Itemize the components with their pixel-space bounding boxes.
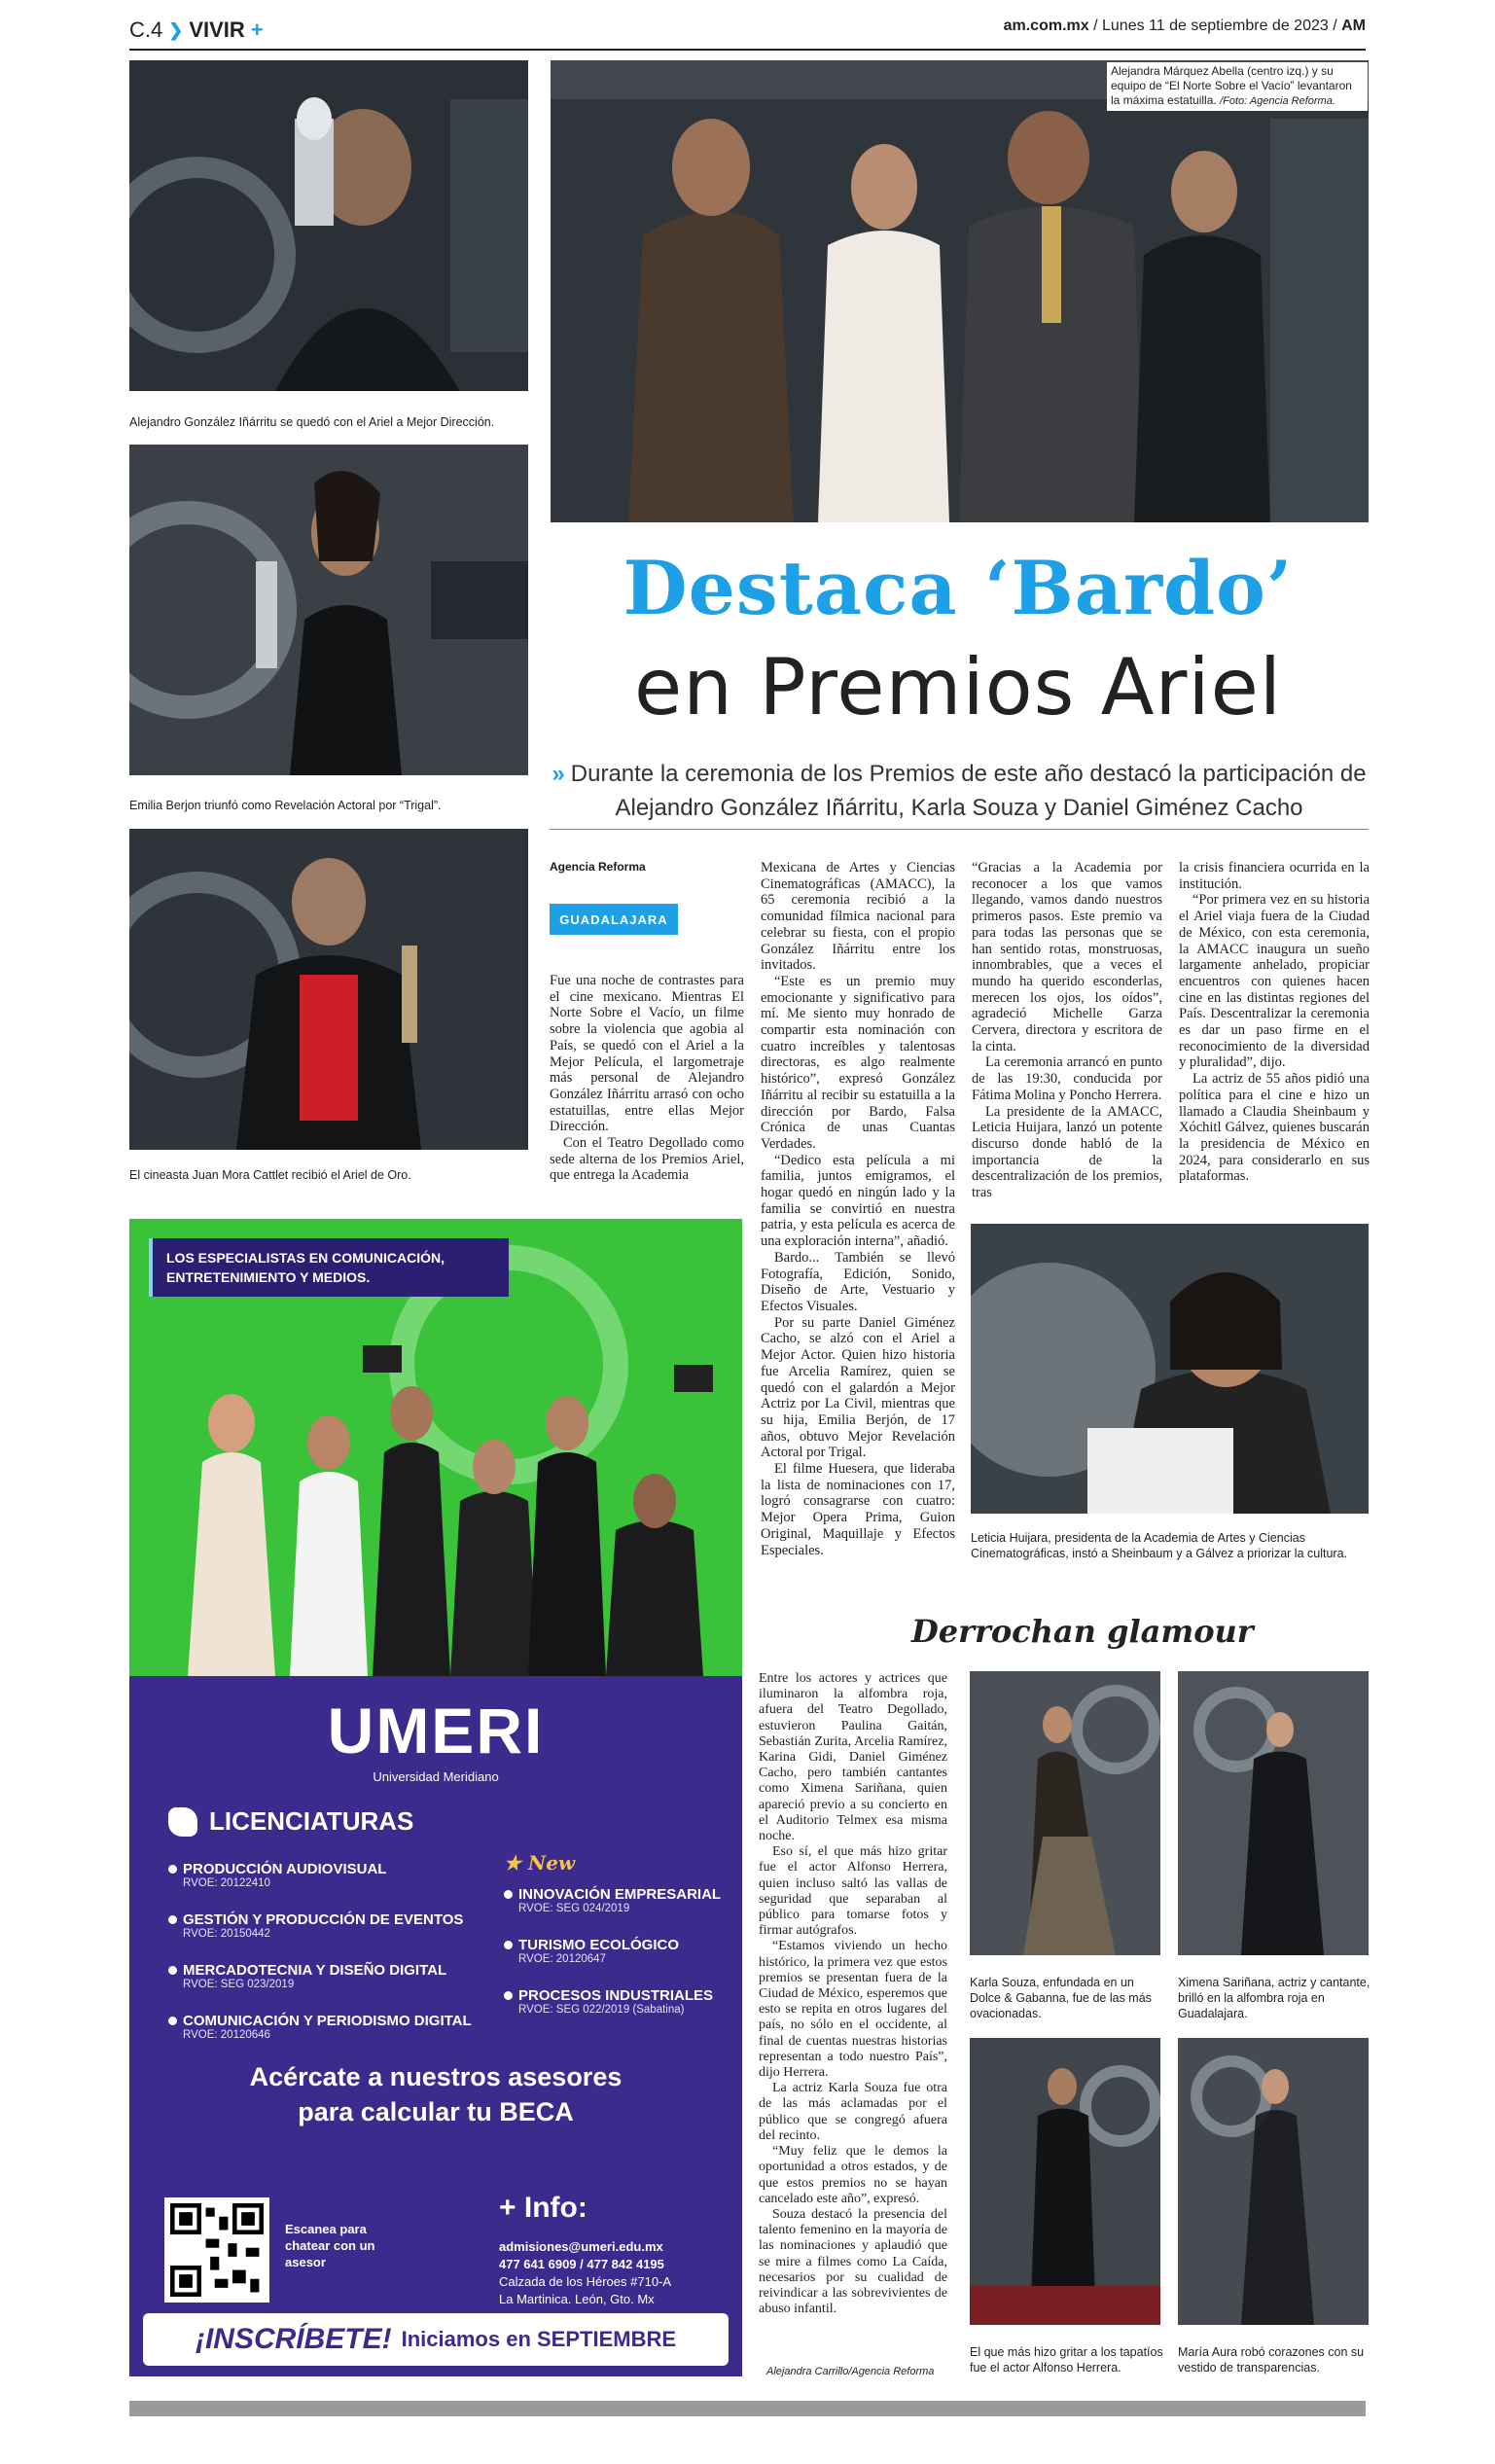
byline: Agencia Reforma xyxy=(550,860,646,874)
paragraph: Souza destacó la presencia del talento femenino en la mayoría de las nominaciones y aplaudió que se mire a filmes como La Caída, necesarios por su cualidad de reivindicar a las sobrevivientes de abuso infantil. xyxy=(759,2206,947,2317)
paragraph: Con el Teatro Degollado como sede alterna de los Premios Ariel, que entrega la Academia xyxy=(550,1135,744,1184)
paragraph: La actriz Karla Souza fue otra de las más aclamadas por el público que se congregó afuera del recinto. xyxy=(759,2081,947,2143)
info-heading: + Info: xyxy=(499,2192,587,2224)
paragraph: “Este es un premio muy emocionante y significativo para mí. Me siento muy honrado de compartir esta nominación con cuatro increíbles y talentosas directoras, es algo realmente histórico”, expresó González Iñárritu al recibir su estatuilla a la dirección por Bardo, Falsa Crónica de unas Cuantas Verdades. xyxy=(761,973,955,1152)
paragraph: “Dedico esta película a mi familia, juntos emigramos, el hogar quedó en ningún lado y la familia se convirtió en nuestra patria, y esta película es acerca de una exploración interna”, añadió. xyxy=(761,1152,955,1250)
program-name: GESTIÓN Y PRODUCCIÓN DE EVENTOS xyxy=(168,1911,489,1928)
paragraph: “Estamos viviendo un hecho histórico, la primera vez que estos premios se presentan fuera de la Ciudad de México, esperemos que esto se repita en otros lugares del país, no sólo en el occidente, al final de cuentas nuestras historias representan a todo nuestro País”, dijo Herrera. xyxy=(759,1939,947,2081)
licenciaturas-label: LICENCIATURAS xyxy=(209,1806,414,1836)
ad-photo xyxy=(129,1219,742,1764)
sarinana-photo xyxy=(1178,1671,1369,1955)
article-column-2 xyxy=(761,860,955,1558)
plus-icon: + xyxy=(250,18,264,42)
glamour-column xyxy=(759,1671,947,2317)
herrera-photo xyxy=(970,2038,1160,2325)
herrera-caption: El que más hizo gritar a los tapatíos fue el actor Alfonso Herrera. xyxy=(970,2345,1163,2375)
contact-email[interactable]: admisiones@umeri.edu.mx xyxy=(499,2239,663,2254)
enroll-banner[interactable] xyxy=(143,2313,729,2366)
paragraph: Fue una noche de contrastes para el cine mexicano. Mientras El Norte Sobre el Vacío, un filme sobre la violencia que agobia al País, se quedó con el Ariel a la Mejor Película, el largometraje más personal de Alejandro González Iñárritu arrasó con ocho estatuillas, entre ellas Mejor Dirección. xyxy=(550,973,744,1135)
inarritu-caption: Alejandro González Iñárritu se quedó con el Ariel a Mejor Dirección. xyxy=(129,415,495,429)
mora-photo xyxy=(129,829,528,1150)
paragraph: Entre los actores y actrices que iluminaron la alfombra roja, afuera del Teatro Degollado, estuvieron Paulina Gaitán, Sebastián Zurita, Arcelia Ramírez, Karina Gidi, Daniel Giménez Cacho, pero también cantantes como Ximena Sariñana, quien apareció previo a su concierto en el Auditorio Telmex esa misma noche. xyxy=(759,1671,947,1844)
double-chevron-icon: » xyxy=(552,761,565,787)
inarritu-photo xyxy=(129,60,528,391)
sarinana-caption: Ximena Sariñana, actriz y cantante, brilló en la alfombra roja en Guadalajara. xyxy=(1178,1976,1370,2020)
section-name: VIVIR xyxy=(189,18,245,42)
ad-tagline: LOS ESPECIALISTAS EN COMUNICACIÓN, ENTRETENIMIENTO Y MEDIOS. xyxy=(149,1238,509,1297)
paragraph: “Gracias a la Academia por reconocer a los que vamos llegando, vamos dando nuestros primeros pasos. Este premio va para todas las personas que se han sentido rotas, monstruosas, innombrables, que a veces el mundo ha querido esconderlas, merecen los ojos, los oídos”, agradeció Michelle Garza Cervera, directora y escritora de la cinta. xyxy=(972,860,1162,1054)
scan-text: Escanea para chatear con un asesor xyxy=(285,2222,375,2269)
program-rvoe: RVOE: SEG 024/2019 xyxy=(518,1903,630,1914)
paragraph: Por su parte Daniel Giménez Cacho, se alzó con el Ariel a Mejor Actor. Quien hizo historia fue Arcelia Ramírez, quien se quedó con el galardón a Mejor Actriz por La Civil, mientras que su hija, Emilia Berjón, de 17 años, obtuvo Mejor Revelación Actoral por Trigal. xyxy=(761,1314,955,1461)
address-line-2: La Martinica. León, Gto. Mx xyxy=(499,2292,655,2306)
main-caption-box xyxy=(1107,62,1368,111)
huijara-photo xyxy=(971,1224,1369,1514)
programs-right xyxy=(504,1886,737,2038)
aura-caption: María Aura robó corazones con su vestido de transparencias. xyxy=(1178,2345,1365,2375)
headline-line-2: en Premios Ariel xyxy=(633,642,1283,732)
umeri-logo: UMERI xyxy=(327,1695,545,1767)
paragraph: la crisis financiera ocurrida en la institución. xyxy=(1179,860,1370,892)
aura-photo xyxy=(1178,2038,1369,2325)
glamour-credit: Alejandra Carrillo/Agencia Reforma xyxy=(766,2366,935,2377)
headline-line-1: Destaca ‘Bardo’ xyxy=(623,545,1294,631)
paragraph: La ceremonia arrancó en punto de las 19:30, conducida por Fátima Molina y Poncho Herrera. xyxy=(972,1054,1162,1103)
program-rvoe: RVOE: SEG 023/2019 xyxy=(183,1979,295,1990)
new-badge xyxy=(504,1851,575,1875)
program-rvoe: RVOE: 20150442 xyxy=(183,1928,270,1940)
enroll-subtitle: Iniciamos en SEPTIEMBRE xyxy=(401,2327,677,2351)
paragraph: El filme Huesera, que lideraba la lista de nominaciones con 17, logró consagrarse con cuatro: Mejor Opera Prima, Guion Original, Maquillaje y Efectos Especiales. xyxy=(761,1461,955,1558)
berjon-photo xyxy=(129,445,528,775)
brand-mark: AM xyxy=(1341,18,1366,34)
logo-mark-icon xyxy=(168,1807,197,1837)
mora-caption: El cineasta Juan Mora Cattlet recibió el Ariel de Oro. xyxy=(129,1168,411,1182)
paragraph: “Por primera vez en su historia el Ariel viaja fuera de la Ciudad de México, con esta ceremonia, la AMACC inaugura un sueño largamente anhelado, propiciar encuentros con quienes hacen cine en las distintas regiones del País. Descentralizar la ceremonia es dar un paso firme en el reconocimiento de la diversidad y pluralidad”, dijo. xyxy=(1179,892,1370,1071)
new-label: New xyxy=(527,1851,576,1875)
program-name: INNOVACIÓN EMPRESARIAL xyxy=(504,1886,737,1903)
main-photo xyxy=(551,60,1369,522)
paragraph: “Muy feliz que le demos la oportunidad a otros estados, y de que estos premios no se hayan cancelado este año”, expresó. xyxy=(759,2144,947,2206)
article-column-4 xyxy=(1179,860,1370,1185)
page-header-right: am.com.mx / Lunes 11 de septiembre de 2023 / AM xyxy=(1003,18,1366,34)
contact-phones[interactable]: 477 641 6909 / 477 842 4195 xyxy=(499,2257,664,2271)
souza-photo xyxy=(970,1671,1160,1955)
program-name: MERCADOTECNIA Y DISEÑO DIGITAL xyxy=(168,1962,489,1979)
qr-code[interactable] xyxy=(164,2197,269,2303)
huijara-caption: Leticia Huijara, presidenta de la Academia de Artes y Ciencias Cinematográficas, instó a Sheinbaum y a Gálvez a priorizar la cultura. xyxy=(971,1531,1347,1560)
article-column-1 xyxy=(550,973,744,1184)
paragraph: La actriz de 55 años pidió una política para el cine e hizo un llamado a Claudia Sheinbaum y Xóchitl Gálvez, quienes buscarán la presidencia de México en 2024, para considerarlo en sus plataformas. xyxy=(1179,1071,1370,1185)
program-name: PROCESOS INDUSTRIALES xyxy=(504,1987,737,2004)
program-rvoe: RVOE: 20120646 xyxy=(183,2029,270,2041)
enroll-label: ¡INSCRÍBETE! xyxy=(195,2323,392,2355)
article-column-3 xyxy=(972,860,1162,1201)
qr-code-icon xyxy=(170,2203,264,2297)
header-rule xyxy=(129,49,1366,51)
program-rvoe: RVOE: SEG 022/2019 (Sabatina) xyxy=(518,2004,685,2016)
deck-rule xyxy=(550,829,1369,830)
star-icon: ★ xyxy=(504,1851,521,1875)
page-number: C.4 xyxy=(129,18,163,42)
issue-date: Lunes 11 de septiembre de 2023 xyxy=(1102,18,1329,34)
program-name: TURISMO ECOLÓGICO xyxy=(504,1937,737,1953)
contact-info xyxy=(499,2238,671,2308)
umeri-advertisement[interactable] xyxy=(129,1219,742,2376)
page-header-left xyxy=(129,16,264,45)
main-caption: Alejandra Márquez Abella (centro izq.) y su equipo de “El Norte Sobre el Vacío” levantaron la máxima estatuilla. xyxy=(1111,64,1352,107)
glamour-title: Derrochan glamour xyxy=(911,1613,1254,1650)
berjon-caption: Emilia Berjon triunfó como Revelación Actoral por “Trigal”. xyxy=(129,799,442,812)
main-photo-credit: /Foto: Agencia Reforma. xyxy=(1220,95,1335,107)
program-rvoe: RVOE: 20120647 xyxy=(518,1953,606,1965)
program-name: COMUNICACIÓN Y PERIODISMO DIGITAL xyxy=(168,2013,489,2029)
souza-caption: Karla Souza, enfundada en un Dolce & Gabanna, fue de las más ovacionadas. xyxy=(970,1976,1152,2020)
article-deck xyxy=(550,757,1369,825)
footer-rule xyxy=(129,2401,1366,2416)
deck-text: Durante la ceremonia de los Premios de este año destacó la participación de Alejandro González Iñárritu, Karla Souza y Daniel Giménez Cacho xyxy=(570,761,1367,821)
umeri-logo-subtitle: Universidad Meridiano xyxy=(373,1769,499,1784)
dateline-tag: GUADALAJARA xyxy=(550,904,678,935)
paragraph: Eso sí, el que más hizo gritar fue el actor Alfonso Herrera, quien incluso saltó las vallas de seguridad que separaban al público para tomarse fotos y firmar autógrafos. xyxy=(759,1844,947,1939)
paragraph: Bardo... También se llevó Fotografía, Edición, Sonido, Diseño de Arte, Vestuario y Efectos Visuales. xyxy=(761,1249,955,1314)
licenciaturas-heading xyxy=(168,1806,413,1837)
site-url: am.com.mx xyxy=(1003,18,1089,34)
address-line-1: Calzada de los Héroes #710-A xyxy=(499,2274,672,2289)
paragraph: La presidente de la AMACC, Leticia Huijara, lanzó un potente discurso donde habló de la importancia de la descentralización de los premios, tras xyxy=(972,1103,1162,1201)
chevron-right-icon: ❯ xyxy=(168,19,184,40)
program-rvoe: RVOE: 20122410 xyxy=(183,1877,270,1889)
paragraph: Mexicana de Artes y Ciencias Cinematográficas (AMACC), la 65 ceremonia recibió a la comunidad fílmica nacional para celebrar su fiesta, con el propio González Iñárritu entre los invitados. xyxy=(761,860,955,974)
program-name: PRODUCCIÓN AUDIOVISUAL xyxy=(168,1861,489,1877)
programs-left xyxy=(168,1861,489,2063)
ad-cta: Acércate a nuestros asesores para calcular tu BECA xyxy=(249,2062,623,2126)
